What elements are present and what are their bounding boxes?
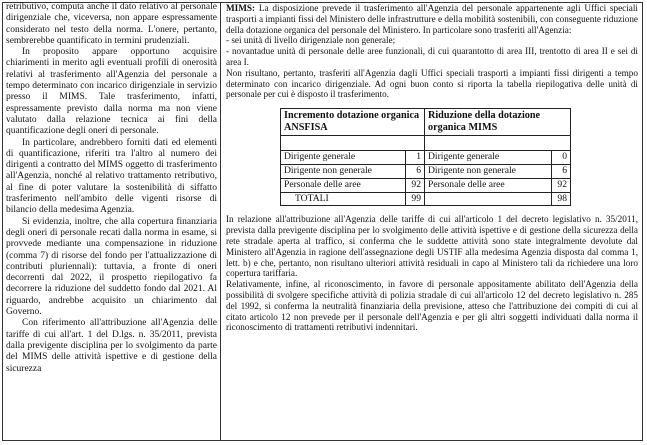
left-paragraph: retributivo, computa anche il dato relativo al personale dirigenziale che, viceversa, non appare espressamente considerato nel testo della norma. L'onere, pertanto, sembrerebbe quantificato in termini prudenziali. xyxy=(6,2,217,46)
table-total-row xyxy=(281,192,571,206)
table-cell: 6 xyxy=(552,164,571,178)
table-spacer-row xyxy=(281,136,571,151)
table-cell: 92 xyxy=(406,178,425,192)
table-cell: 0 xyxy=(552,151,571,165)
table-cell: Dirigente generale xyxy=(281,151,406,165)
table-cell: 92 xyxy=(552,178,571,192)
left-column xyxy=(6,2,217,375)
table-cell: 6 xyxy=(406,164,425,178)
table-row xyxy=(281,164,571,178)
list-item: - novantadue unità di personale delle aree funzionali, di cui quarantotto di area III, trentotto di area II e sei di area I. xyxy=(226,46,638,67)
table-cell: Dirigente generale xyxy=(424,151,551,165)
list-item: - sei unità di livello dirigenziale non generale; xyxy=(226,35,396,46)
table-header-mims: Riduzione della dotazione organica MIMS xyxy=(424,109,570,136)
left-paragraph: Con riferimento all'attribuzione all'Agenzia delle tariffe di cui all'art. 1 del D.lgs. n. 35/2011, prevista dalla previgente disciplina per lo svolgimento da parte del MIMS delle attività ispettive e di gestione della sicurezza xyxy=(6,318,217,374)
left-paragraph: In particolare, andrebbero forniti dati ed elementi di quantificazione, riferiti tra l'altro al numero dei dirigenti a contratto del MIMS oggetto di trasferimento all'Agenzia, nonché al relativo trattamento retributivo, al fine di poter valutare la sostenibilità di siffatto trasferimento nell'ambito delle vigenti risorse di bilancio della medesima Agenzia. xyxy=(6,137,217,216)
table-cell xyxy=(424,192,551,206)
column-divider xyxy=(220,2,221,441)
table-cell: 98 xyxy=(552,192,571,206)
table-row xyxy=(281,151,571,165)
body-paragraph: Relativamente, infine, al riconoscimento, in favore di personale appositamente abilitato dell'Agenzia della possibilità di svolgere specifiche attività di polizia stradale di cui all'articolo 12 del decreto legislativo n. 285 del 1992, si conferma la neutralità finanziaria della previsione, atteso che l'attribuzione dei compiti di cui al citato articolo 12 non prevede per il personale dell'Agenzia e per gli altri soggetti individuati dalla norma il riconoscimento di trattamenti retributivi indennitari. xyxy=(226,279,638,333)
left-paragraph: In proposito appare opportuno acquisire chiarimenti in merito agli eventuali profili di onerosità relativi al trasferimento all'Agenzia del personale a tempo determinato con incarico dirigenziale in servizio presso il MIMS. Tale trasferimento, infatti, espressamente previsto dalla norma ma non viene valutato dalla relazione tecnica ai fini della quantificazione degli oneri di personale. xyxy=(6,47,217,137)
body-paragraph: In relazione all'attribuzione all'Agenzia delle tariffe di cui all'articolo 1 del decreto legislativo n. 35/2011, prevista dalla previgente disciplina per lo svolgimento delle attività ispettive e di gestione della sicurezza della rete stradale aperta al traffico, si conferma che le suddette attività sono state integralmente devolute dal Ministero all'Agenzia in ragione dell'assegnazione degli USTIF alla medesima Agenzia disposta dal comma 1, lett. b) e che, pertanto, non risultano ulteriori attività residuali in capo al Ministero tali da richiedere una loro copertura tariffaria. xyxy=(226,214,638,279)
intro-text: La disposizione prevede il trasferimento all'Agenzia del personale appartenente agli Uffici speciali trasporti a impianti fissi del Ministero delle infrastrutture e della mobilità sostenibili, con conseguente riduzione della dotazione organica del personale del Ministero. In particolare sono trasferiti all'Agenzia: xyxy=(226,3,638,35)
table-header-row xyxy=(281,109,571,136)
after-list-paragraph: Non risultano, pertanto, trasferiti all'Agenzia dagli Uffici speciali trasporti a impianti fissi dirigenti a tempo determinato con incarico dirigenziale. Ad ogni buon conto si riporta la tabella riepilogativa delle unità di personale per cui è disposto il trasferimento. xyxy=(226,67,638,100)
right-column xyxy=(226,3,638,333)
table-cell: Personale delle aree xyxy=(424,178,551,192)
table-cell: 1 xyxy=(406,151,425,165)
table-row xyxy=(281,178,571,192)
intro-label: MIMS: xyxy=(226,3,256,13)
staff-transfer-table xyxy=(280,108,571,206)
table-cell: Dirigente non generale xyxy=(281,164,406,178)
table-cell: Dirigente non generale xyxy=(424,164,551,178)
left-paragraph: Si evidenzia, inoltre, che alla copertura finanziaria degli oneri di personale recati dalla norma in esame, si provvede mediante una compensazione in riduzione (comma 7) di risorse del fondo per l'attualizzazione di contributi pluriennali): tuttavia, a fronte di oneri decorrenti dal 2022, il prospetto riepilogativo fa decorrere la riduzione del suddetto fondo dal 2021. Al riguardo, andrebbe acquisito un chiarimento dal Governo. xyxy=(6,216,217,318)
table-cell: TOTALI xyxy=(281,192,406,206)
table-cell: Personale delle aree xyxy=(281,178,406,192)
table-cell: 99 xyxy=(406,192,425,206)
intro-paragraph xyxy=(226,3,638,35)
table-header-ansfisa: Incremento dotazione organica ANSFISA xyxy=(281,109,425,136)
